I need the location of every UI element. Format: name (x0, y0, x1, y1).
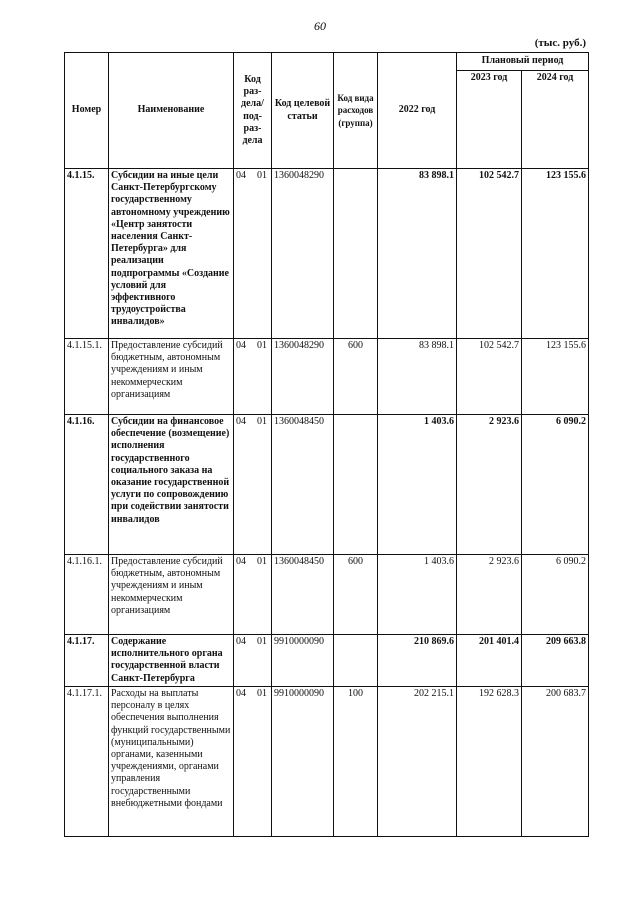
row-subsection: 01 (257, 636, 267, 647)
row-number: 4.1.16.1. (65, 555, 109, 635)
row-number: 4.1.15.1. (65, 339, 109, 415)
row-2024: 200 683.7 (522, 687, 589, 837)
table-row (65, 169, 589, 339)
row-number: 4.1.17.1. (65, 687, 109, 837)
header-2024: 2024 год (522, 71, 589, 169)
row-2024: 209 663.8 (522, 635, 589, 687)
row-subsection: 01 (257, 170, 267, 181)
row-2022: 83 898.1 (378, 339, 457, 415)
row-number: 4.1.17. (65, 635, 109, 687)
row-name: Предоставление субсидий бюджетным, автономным учреждениям и иным некоммерческим организациям (109, 555, 234, 635)
table-row (65, 415, 589, 555)
row-target-code: 9910000090 (272, 687, 334, 837)
header-number: Номер (65, 53, 109, 169)
row-number: 4.1.15. (65, 169, 109, 339)
header-plan-period: Плановый период (457, 53, 589, 71)
row-section: 04 (236, 556, 246, 567)
row-section-code (234, 555, 272, 635)
row-expense-code: 600 (334, 339, 378, 415)
row-target-code: 1360048290 (272, 169, 334, 339)
header-name: Наименование (109, 53, 234, 169)
row-subsection: 01 (257, 416, 267, 427)
table-row (65, 687, 589, 837)
row-target-code: 9910000090 (272, 635, 334, 687)
row-2024: 123 155.6 (522, 339, 589, 415)
row-section: 04 (236, 170, 246, 181)
row-expense-code (334, 635, 378, 687)
budget-table (64, 52, 589, 837)
row-name: Содержание исполнительного органа государственной власти Санкт-Петербурга (109, 635, 234, 687)
row-section: 04 (236, 688, 246, 699)
row-section-code (234, 687, 272, 837)
row-section: 04 (236, 340, 246, 351)
header-2022: 2022 год (378, 53, 457, 169)
row-number: 4.1.16. (65, 415, 109, 555)
row-expense-code: 100 (334, 687, 378, 837)
page-number: 60 (314, 19, 326, 33)
row-name: Субсидии на иные цели Санкт-Петербургскому государственному автономному учреждению «Центр занятости населения Санкт-Петербурга» для реализации подпрограммы «Создание условий для эффективного трудоустройства инвалидов» (109, 169, 234, 339)
header-expense: Код вида расходов (группа) (334, 53, 378, 169)
row-2023: 102 542.7 (457, 339, 522, 415)
row-expense-code (334, 415, 378, 555)
row-2022: 202 215.1 (378, 687, 457, 837)
row-2022: 83 898.1 (378, 169, 457, 339)
row-section-code (234, 415, 272, 555)
row-section: 04 (236, 636, 246, 647)
row-2024: 6 090.2 (522, 555, 589, 635)
row-2022: 210 869.6 (378, 635, 457, 687)
row-section-code (234, 339, 272, 415)
row-name: Предоставление субсидий бюджетным, автономным учреждениям и иным некоммерческим организациям (109, 339, 234, 415)
row-2023: 2 923.6 (457, 415, 522, 555)
row-2023: 192 628.3 (457, 687, 522, 837)
row-subsection: 01 (257, 556, 267, 567)
table-row (65, 339, 589, 415)
row-2023: 201 401.4 (457, 635, 522, 687)
row-2024: 6 090.2 (522, 415, 589, 555)
row-2024: 123 155.6 (522, 169, 589, 339)
row-section: 04 (236, 416, 246, 427)
row-name: Субсидии на финансовое обеспечение (возмещение) исполнения государственного социального заказа на оказание государственной услуги по сопровождению при содействии занятости инвалидов (109, 415, 234, 555)
table-row (65, 555, 589, 635)
header-target: Код целевой статьи (272, 53, 334, 169)
header-2023: 2023 год (457, 71, 522, 169)
row-2022: 1 403.6 (378, 415, 457, 555)
row-name: Расходы на выплаты персоналу в целях обеспечения выполнения функций государственными (муниципальными) органами, казенными учреждениями, органами управления государственными внебюджетными фондами (109, 687, 234, 837)
row-subsection: 01 (257, 688, 267, 699)
row-subsection: 01 (257, 340, 267, 351)
row-expense-code: 600 (334, 555, 378, 635)
row-target-code: 1360048450 (272, 415, 334, 555)
row-target-code: 1360048290 (272, 339, 334, 415)
row-2023: 2 923.6 (457, 555, 522, 635)
row-target-code: 1360048450 (272, 555, 334, 635)
units-label: (тыс. руб.) (534, 37, 586, 49)
table-row (65, 635, 589, 687)
row-section-code (234, 169, 272, 339)
row-expense-code (334, 169, 378, 339)
row-2022: 1 403.6 (378, 555, 457, 635)
row-section-code (234, 635, 272, 687)
header-section: Код раз- дела/ под- раз- дела (234, 53, 272, 169)
row-2023: 102 542.7 (457, 169, 522, 339)
